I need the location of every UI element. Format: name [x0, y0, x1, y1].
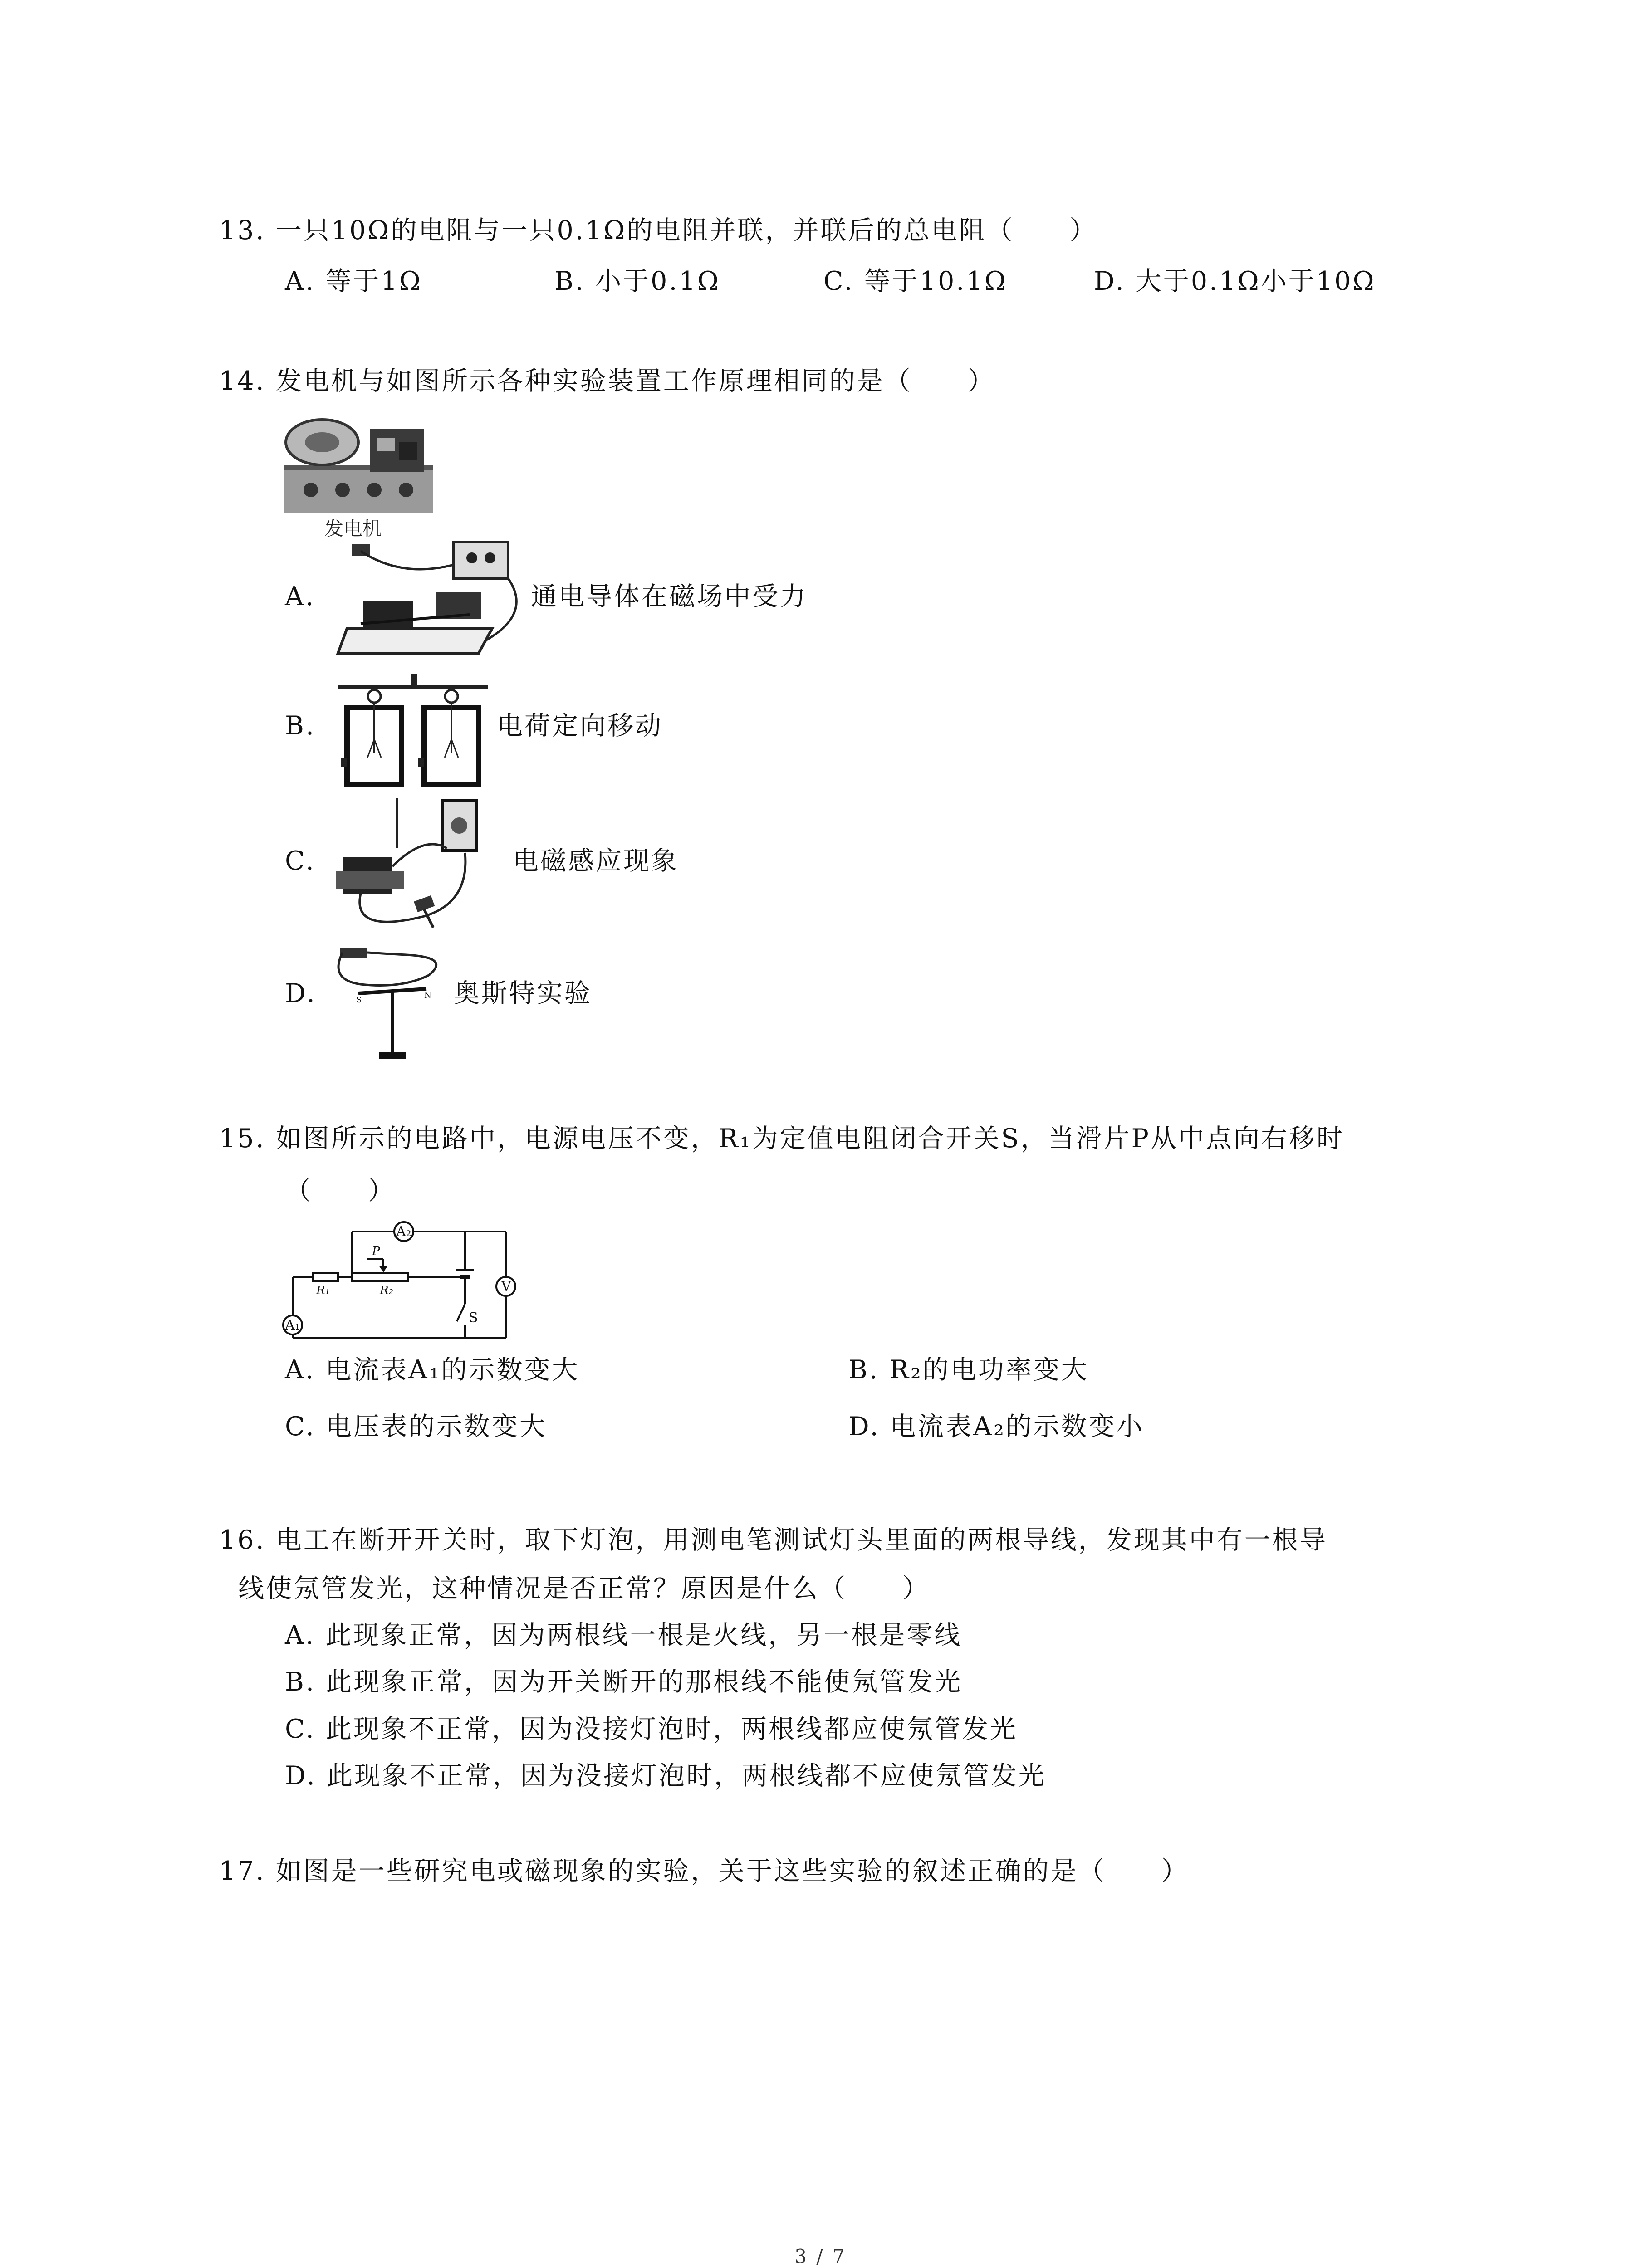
q15-stem-line2: （ ） — [285, 1176, 396, 1206]
q14-option-a-text: 通电导体在磁场中受力 — [531, 582, 808, 611]
induction-apparatus — [333, 798, 483, 934]
q14-option-b-letter: B. — [285, 711, 316, 741]
electroscope-apparatus — [333, 671, 492, 794]
q16-option-b: B. 此现象正常，因为开关断开的那根线不能使氖管发光 — [285, 1667, 963, 1697]
page-number: 3 / 7 — [794, 2245, 847, 2268]
q13-option-a: A. 等于1Ω — [285, 266, 422, 296]
circuit-diagram — [279, 1209, 519, 1345]
q13-option-b: B. 小于0.1Ω — [554, 266, 721, 296]
voltmeter-label: V — [501, 1279, 511, 1295]
q13-option-d: D. 大于0.1Ω小于10Ω — [1094, 266, 1376, 296]
generator-caption: 发电机 — [324, 518, 382, 540]
q16-option-c: C. 此现象不正常，因为没接灯泡时，两根线都应使氖管发光 — [285, 1714, 1018, 1744]
oersted-apparatus — [333, 939, 451, 1066]
slider-p-label: P — [372, 1245, 380, 1258]
q14-option-d-letter: D. — [285, 978, 317, 1008]
svg-text:S: S — [356, 995, 362, 1005]
q14-option-c-letter: C. — [285, 846, 316, 876]
q16-stem-line2: 线使氖管发光，这种情况是否正常？原因是什么（ ） — [238, 1574, 930, 1603]
svg-text:N: N — [424, 991, 431, 1000]
q16-option-d: D. 此现象不正常，因为没接灯泡时，两根线都不应使氖管发光 — [285, 1761, 1046, 1791]
q13-option-c: C. 等于10.1Ω — [823, 266, 1008, 296]
q14-option-b-text: 电荷定向移动 — [497, 711, 663, 741]
conductor-force-apparatus — [333, 533, 524, 660]
switch-label: S — [469, 1310, 478, 1326]
q14-option-a-letter: A. — [285, 582, 316, 611]
q16-stem-line1: 16. 电工在断开开关时，取下灯泡，用测电笔测试灯头里面的两根导线，发现其中有一根导 — [219, 1525, 1327, 1555]
ammeter-a1-label: A₁ — [285, 1317, 300, 1333]
ammeter-a2-label: A₂ — [396, 1224, 411, 1240]
generator-photo — [279, 411, 447, 547]
q14-option-c-text: 电磁感应现象 — [513, 846, 679, 876]
q14-option-d-text: 奥斯特实验 — [454, 978, 592, 1008]
r1-label: R₁ — [316, 1284, 330, 1297]
q16-option-a: A. 此现象正常，因为两根线一根是火线，另一根是零线 — [285, 1620, 962, 1650]
q15-option-d: D. 电流表A₂的示数变小 — [848, 1412, 1144, 1442]
r2-label: R₂ — [380, 1284, 393, 1297]
q15-option-a: A. 电流表A₁的示数变大 — [285, 1355, 580, 1385]
q15-stem-line1: 15. 如图所示的电路中，电源电压不变，R₁为定值电阻闭合开关S，当滑片P从中点向右移时 — [219, 1124, 1344, 1154]
q15-option-b: B. R₂的电功率变大 — [848, 1355, 1089, 1385]
q15-option-c: C. 电压表的示数变大 — [285, 1412, 547, 1442]
q13-stem: 13. 一只10Ω的电阻与一只0.1Ω的电阻并联，并联后的总电阻（ ） — [219, 215, 1097, 245]
q14-stem: 14. 发电机与如图所示各种实验装置工作原理相同的是（ ） — [219, 366, 995, 396]
q17-stem: 17. 如图是一些研究电或磁现象的实验，关于这些实验的叙述正确的是（ ） — [219, 1856, 1189, 1886]
